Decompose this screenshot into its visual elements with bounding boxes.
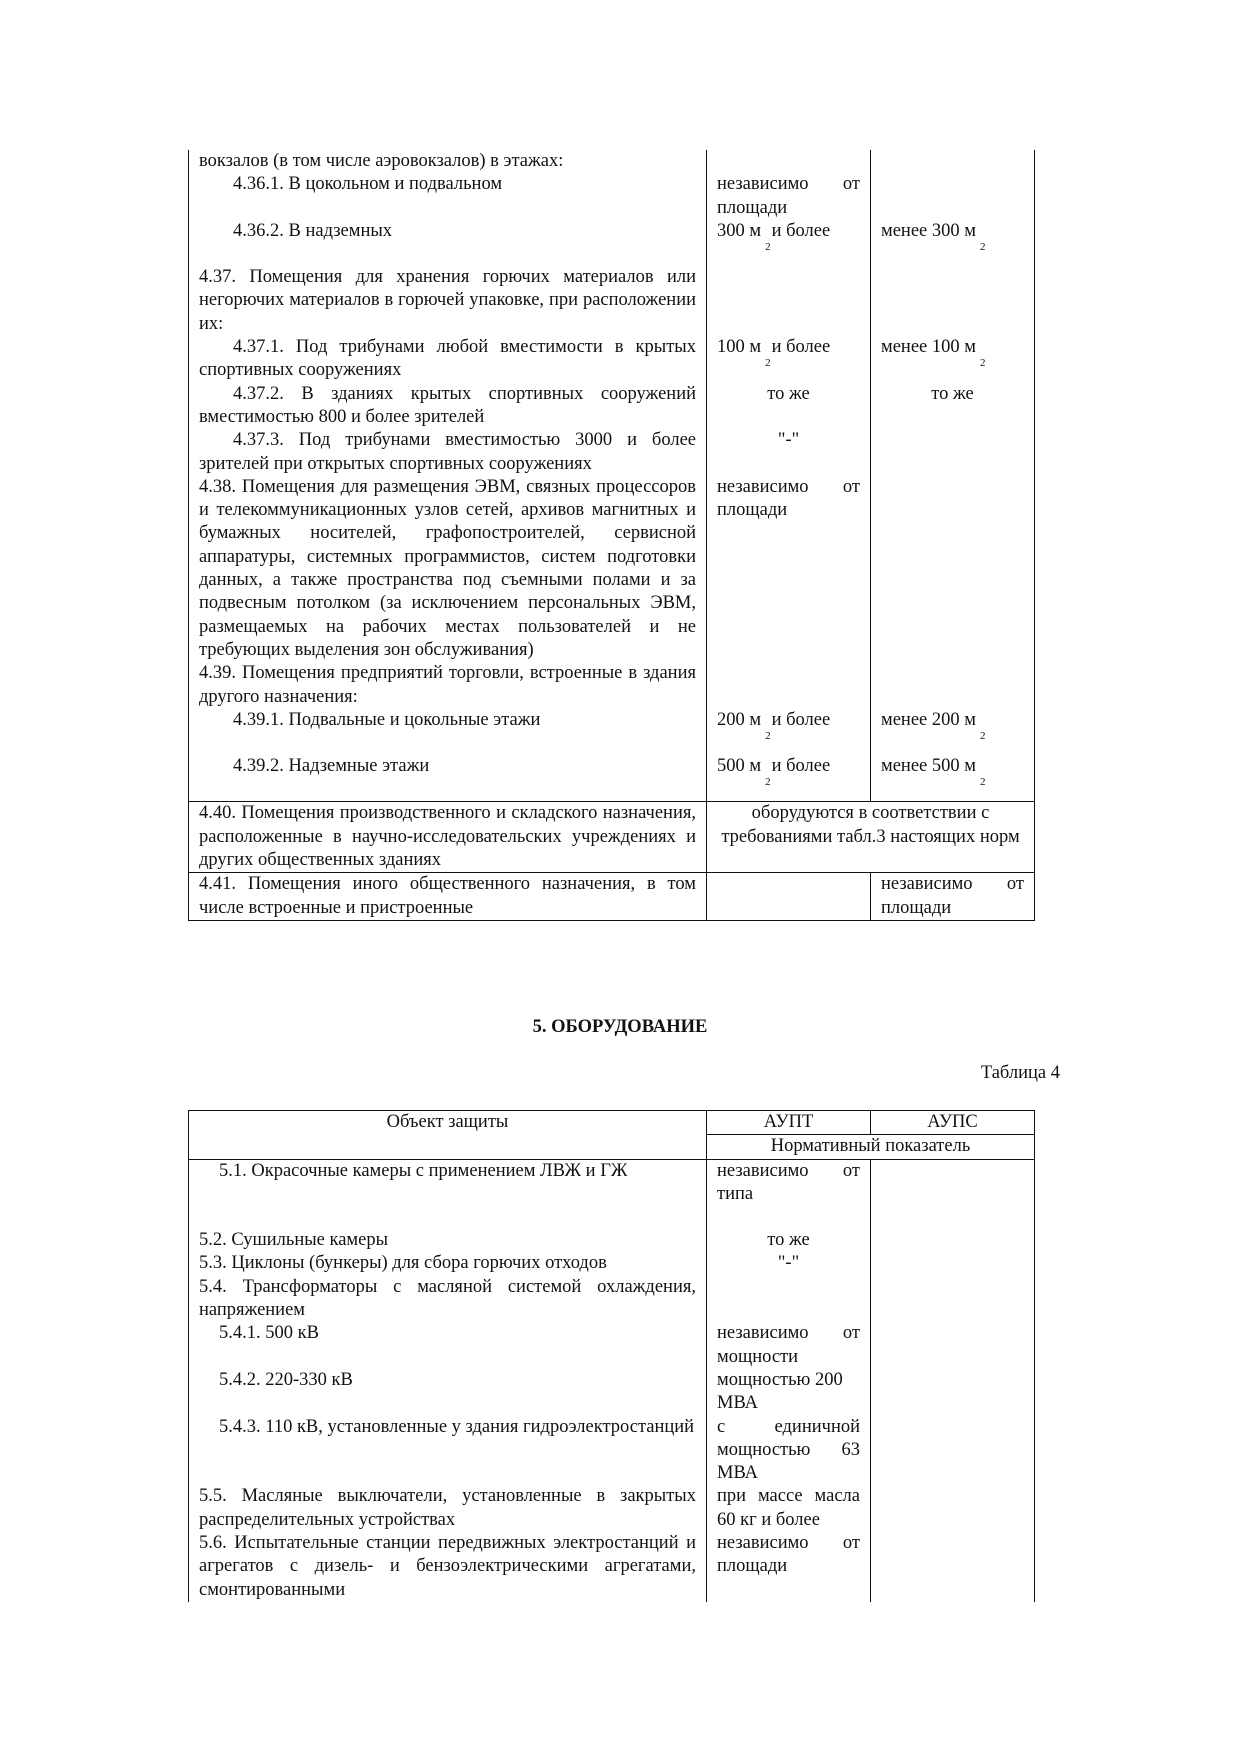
value: и более: [771, 220, 831, 241]
cell-object: 5.3. Циклоны (бункеры) для сбора горючих отходов: [189, 1252, 707, 1275]
cell-object: 5.1. Окрасочные камеры с применением ЛВЖ и ГЖ: [189, 1159, 707, 1229]
cell-object: 4.38. Помещения для размещения ЭВМ, связных процессоров и телекоммуникационных узлов сетей, архивов магнитных и бумажных носителей, графопостроителей, сервисной аппаратуры, системных программистов, систем подготовки данных, а также пространства под съемными полами и за подвесным потолком (за исключением персональных ЭВМ, размещаемых на рабочих местах пользователей и не требующих выделения зон обслуживания): [189, 476, 707, 662]
table-row: [189, 1485, 1035, 1532]
value: 500 м: [717, 756, 762, 777]
cell-aupt: с единичной мощностью 63 МВА: [707, 1416, 871, 1486]
cell-aups: [871, 336, 1035, 383]
table-row: [189, 266, 1035, 336]
cell-object: 4.41. Помещения иного общественного назначения, в том числе встроенные и пристроенные: [189, 873, 707, 921]
header-aups: АУПС: [871, 1111, 1035, 1135]
cell-aups: [871, 755, 1035, 802]
cell-aupt: независимо от площади: [707, 173, 871, 220]
cell-aups: [871, 709, 1035, 755]
value: и более: [771, 337, 831, 358]
superscript: 2: [979, 240, 986, 253]
cell-aupt: "-": [707, 429, 871, 476]
superscript: 2: [979, 357, 986, 370]
value: и более: [771, 709, 831, 730]
cell-object: 4.37.2. В зданиях крытых спортивных сооружений вместимостью 800 и более зрителей: [189, 383, 707, 430]
table-row: [189, 173, 1035, 220]
cell-object: 4.36.2. В надземных: [189, 220, 707, 266]
cell-object: 4.39.2. Надземные этажи: [189, 755, 707, 802]
table-row: [189, 709, 1035, 755]
cell-aupt: то же: [707, 1229, 871, 1252]
cell-object: вокзалов (в том числе аэровокзалов) в этажах:: [189, 150, 707, 173]
superscript: 2: [765, 729, 771, 742]
table-4: [188, 1110, 1035, 1602]
table-row: [189, 802, 1035, 873]
value: 300 м: [717, 220, 762, 241]
cell-object: 4.36.1. В цокольном и подвальном: [189, 173, 707, 220]
value: 100 м: [717, 337, 762, 358]
cell-aupt: независимо от площади: [707, 1532, 871, 1602]
cell-object: 5.5. Масляные выключатели, установленные в закрытых распределительных устройствах: [189, 1485, 707, 1532]
header-aupt: АУПТ: [707, 1111, 871, 1135]
cell-object: 5.6. Испытательные станции передвижных электростанций и агрегатов с дизель- и бензоэлектрическими агрегатами, смонтированными: [189, 1532, 707, 1602]
section-heading: 5. ОБОРУДОВАНИЕ: [532, 1017, 708, 1037]
table-row: [189, 1322, 1035, 1369]
cell-object: 4.39. Помещения предприятий торговли, встроенные в здания другого назначения:: [189, 662, 707, 709]
header-object: Объект защиты: [189, 1111, 707, 1160]
value: менее 100 м: [881, 337, 976, 358]
cell-aupt: [707, 873, 871, 921]
cell-object: 5.4.2. 220-330 кВ: [189, 1369, 707, 1416]
cell-aupt: [707, 709, 871, 755]
header-norm: Нормативный показатель: [707, 1135, 1035, 1159]
cell-aupt: независимо от площади: [707, 476, 871, 662]
cell-aupt: независимо от типа: [707, 1159, 871, 1229]
table-row: [189, 873, 1035, 921]
table-label: Таблица 4: [980, 1063, 1060, 1083]
cell-aups: то же: [871, 383, 1035, 430]
table-row: [189, 1276, 1035, 1323]
cell-object: 5.4.3. 110 кВ, установленные у здания гидроэлектростанций: [189, 1416, 707, 1486]
table-row: [189, 1229, 1035, 1252]
table-row: [189, 476, 1035, 662]
cell-object: 5.4. Трансформаторы с масляной системой охлаждения, напряжением: [189, 1276, 707, 1323]
cell-aups: [871, 220, 1035, 266]
cell-object: 5.2. Сушильные камеры: [189, 1229, 707, 1252]
cell-object: 4.37.3. Под трибунами вместимостью 3000 и более зрителей при открытых спортивных сооружениях: [189, 429, 707, 476]
superscript: 2: [979, 729, 986, 742]
value: 200 м: [717, 709, 762, 730]
cell-object: 4.37. Помещения для хранения горючих материалов или негорючих материалов в горючей упаковке, при расположении их:: [189, 266, 707, 336]
cell-aups: независимо от площади: [871, 873, 1035, 921]
cell-aupt: [707, 336, 871, 383]
table-row: [189, 1416, 1035, 1486]
cell-aupt: то же: [707, 383, 871, 430]
table-row: [189, 429, 1035, 476]
table-row: [189, 755, 1035, 802]
table-row: [189, 1532, 1035, 1602]
table-3-continuation: [188, 150, 1035, 921]
table-row: [189, 336, 1035, 383]
superscript: 2: [765, 357, 771, 370]
cell-merged-requirement: оборудуются в соответствии с требованиями табл.3 настоящих норм: [707, 802, 1035, 873]
cell-aupt: [707, 755, 871, 802]
superscript: 2: [979, 776, 986, 789]
value: и более: [771, 756, 831, 777]
table-row: [189, 220, 1035, 266]
table-row: [189, 662, 1035, 709]
table-row: [189, 150, 1035, 173]
table-row: [189, 383, 1035, 430]
cell-aupt: "-": [707, 1252, 871, 1275]
cell-aupt: мощностью 200 МВА: [707, 1369, 871, 1416]
superscript: 2: [765, 240, 771, 253]
cell-aupt: независимо от мощности: [707, 1322, 871, 1369]
header-row: [189, 1111, 1035, 1135]
table-row: [189, 1369, 1035, 1416]
superscript: 2: [765, 776, 771, 789]
table-row: [189, 1252, 1035, 1275]
value: менее 500 м: [881, 756, 976, 777]
table-row: [189, 1159, 1035, 1229]
cell-object: 4.39.1. Подвальные и цокольные этажи: [189, 709, 707, 755]
cell-object: 5.4.1. 500 кВ: [189, 1322, 707, 1369]
cell-aupt: при массе масла 60 кг и более: [707, 1485, 871, 1532]
value: менее 200 м: [881, 709, 976, 730]
cell-aupt: [707, 220, 871, 266]
cell-object: 4.40. Помещения производственного и складского назначения, расположенные в научно-исследовательских учреждениях и других общественных зданиях: [189, 802, 707, 873]
value: менее 300 м: [881, 220, 976, 241]
cell-object: 4.37.1. Под трибунами любой вместимости в крытых спортивных сооружениях: [189, 336, 707, 383]
